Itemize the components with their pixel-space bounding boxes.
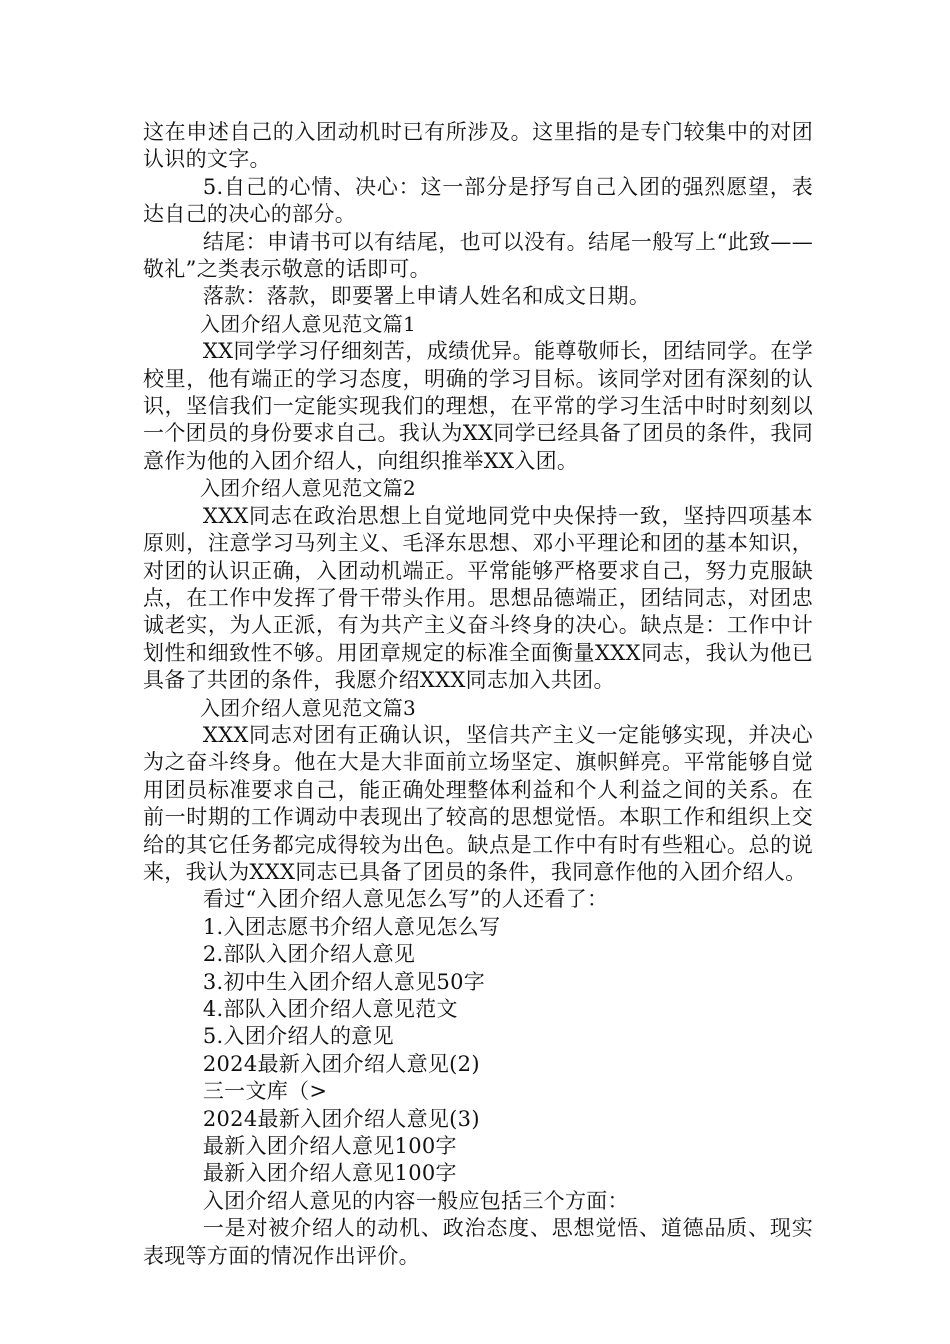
- source-note: 三一文库（>: [202, 1079, 328, 1104]
- related-link: 4.部队入团介绍人意见范文: [202, 997, 458, 1021]
- related-heading: 看过“入团介绍人意见怎么写”的人还看了：: [202, 887, 609, 912]
- body-paragraph: 这在申述自己的入团动机时已有所涉及。这里指的是专门较集中的对团认识的文字。: [143, 120, 813, 172]
- body-paragraph: 一是对被介绍人的动机、政治态度、思想觉悟、道德品质、现实表现等方面的情况作出评价。: [143, 1216, 813, 1268]
- related-link: 最新入团介绍人意见100字: [202, 1134, 457, 1159]
- body-paragraph: XX同学学习仔细刻苦，成绩优异。能尊敬师长，团结同学。在学校里，他有端正的学习态度，明确的学习目标。该同学对团有深刻的认识，坚信我们一定能实现我们的理想，在平常的学习生活中时时刻刻以一个团员的身份要求自己。我认为XX同学已经具备了团员的条件，我同意作为他的入团介绍人，向组织推举XX入团。: [143, 339, 813, 473]
- body-paragraph: XXX同志对团有正确认识，坚信共产主义一定能够实现，并决心为之奋斗终身。他在大是大非面前立场坚定、旗帜鲜亮。平常能够自觉用团员标准要求自己，能正确处理整体利益和个人利益之间的关系。在前一时期的工作调动中表现出了较高的思想觉悟。本职工作和组织上交给的其它任务都完成得较为出色。缺点是工作中有时有些粗心。总的说来，我认为XXX同志已具备了团员的条件，我同意作他的入团介绍人。: [143, 722, 813, 884]
- section-heading: 入团介绍人意见范文篇1: [200, 311, 417, 336]
- related-link: 1.入团志愿书介绍人意见怎么写: [202, 914, 501, 939]
- related-link: 2.部队入团介绍人意见: [202, 942, 416, 967]
- related-link: 5.入团介绍人的意见: [202, 1024, 394, 1049]
- section-heading: 入团介绍人意见范文篇3: [200, 695, 417, 720]
- body-paragraph: XXX同志在政治思想上自觉地同党中央保持一致，坚持四项基本原则，注意学习马列主义、毛泽东思想、邓小平理论和团的基本知识，对团的认识正确，入团动机端正。平常能够严格要求自己，努力克服缺点，在工作中发挥了骨干带头作用。思想品德端正，团结同志，对团忠诚老实，为人正派，有为共产主义奋斗终身的决心。缺点是：工作中计划性和细致性不够。用团章规定的标准全面衡量XXX同志，我认为他已具备了共团的条件，我愿介绍XXX同志加入共团。: [143, 503, 813, 693]
- body-paragraph: 结尾：申请书可以有结尾，也可以没有。结尾一般写上“此致——敬礼”之类表示敬意的话即可。: [143, 229, 813, 282]
- section-heading: 入团介绍人意见范文篇2: [200, 476, 417, 501]
- related-link: 3.初中生入团介绍人意见50字: [202, 969, 486, 994]
- body-paragraph: 入团介绍人意见的内容一般应包括三个方面：: [202, 1188, 629, 1213]
- document-page: [143, 119, 813, 1270]
- related-link: 2024最新入团介绍人意见(2): [202, 1051, 480, 1076]
- related-link: 2024最新入团介绍人意见(3): [202, 1106, 480, 1131]
- related-link: 最新入团介绍人意见100字: [202, 1161, 457, 1186]
- body-paragraph: 落款：落款，即要署上申请人姓名和成文日期。: [202, 284, 651, 309]
- body-paragraph: 5.自己的心情、决心：这一部分是抒写自己入团的强烈愿望，表达自己的决心的部分。: [143, 174, 813, 227]
